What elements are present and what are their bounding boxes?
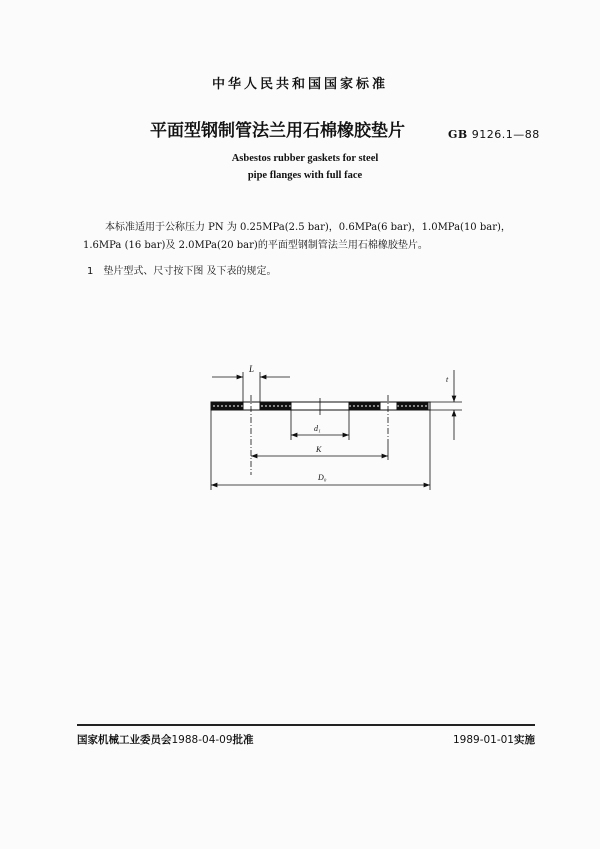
scope-paragraph (83, 219, 538, 255)
effective-date: 1989-01-01 (452, 734, 514, 746)
document-title-en (150, 150, 460, 184)
standard-code (448, 128, 540, 141)
approval-org: 国家机械工业委员会 (77, 734, 172, 746)
clause-1 (87, 262, 277, 277)
gasket-hatch-1 (212, 403, 243, 409)
standard-category: 中华人民共和国国家标准 (211, 77, 388, 92)
title-en-line2: pipe flanges with full face (247, 170, 363, 181)
label-d1: d₁ (314, 424, 321, 433)
approval-suffix: 批准 (232, 734, 254, 746)
label-t: t (446, 375, 449, 384)
clause-number: 1 (87, 266, 94, 277)
footer-divider (77, 724, 535, 726)
gasket-hatch-4 (397, 403, 428, 409)
label-L: L (249, 364, 255, 374)
gasket-hatch-2 (260, 403, 291, 409)
approval-date: 1988-04-09 (171, 734, 233, 746)
scope-text: 本标准适用于公称压力 PN 为 0.25MPa(2.5 bar)，0.6MPa(6 bar)，1.0MPa(10 bar)，1.6MPa (16 bar)及 2.0MPa(20 bar)的平面型钢制管法兰用石棉橡胶垫片。 (83, 222, 511, 251)
clause-text: 垫片型式、尺寸按下图 及下表的规定。 (103, 266, 277, 277)
approval-line (77, 732, 254, 747)
gasket-hatch-3 (349, 403, 380, 409)
effective-line (430, 732, 535, 747)
effective-suffix: 实施 (514, 734, 535, 746)
gasket-section (211, 402, 430, 410)
standard-prefix: GB (448, 128, 468, 141)
document-title-cn: 平面型钢制管法兰用石棉橡胶垫片 (150, 121, 405, 141)
title-en-line1: Asbestos rubber gaskets for steel (231, 153, 379, 164)
standard-number: 9126.1—88 (471, 128, 540, 141)
label-K: K (316, 445, 322, 454)
gasket-diagram (200, 360, 475, 500)
label-D0: D₀ (318, 473, 327, 482)
